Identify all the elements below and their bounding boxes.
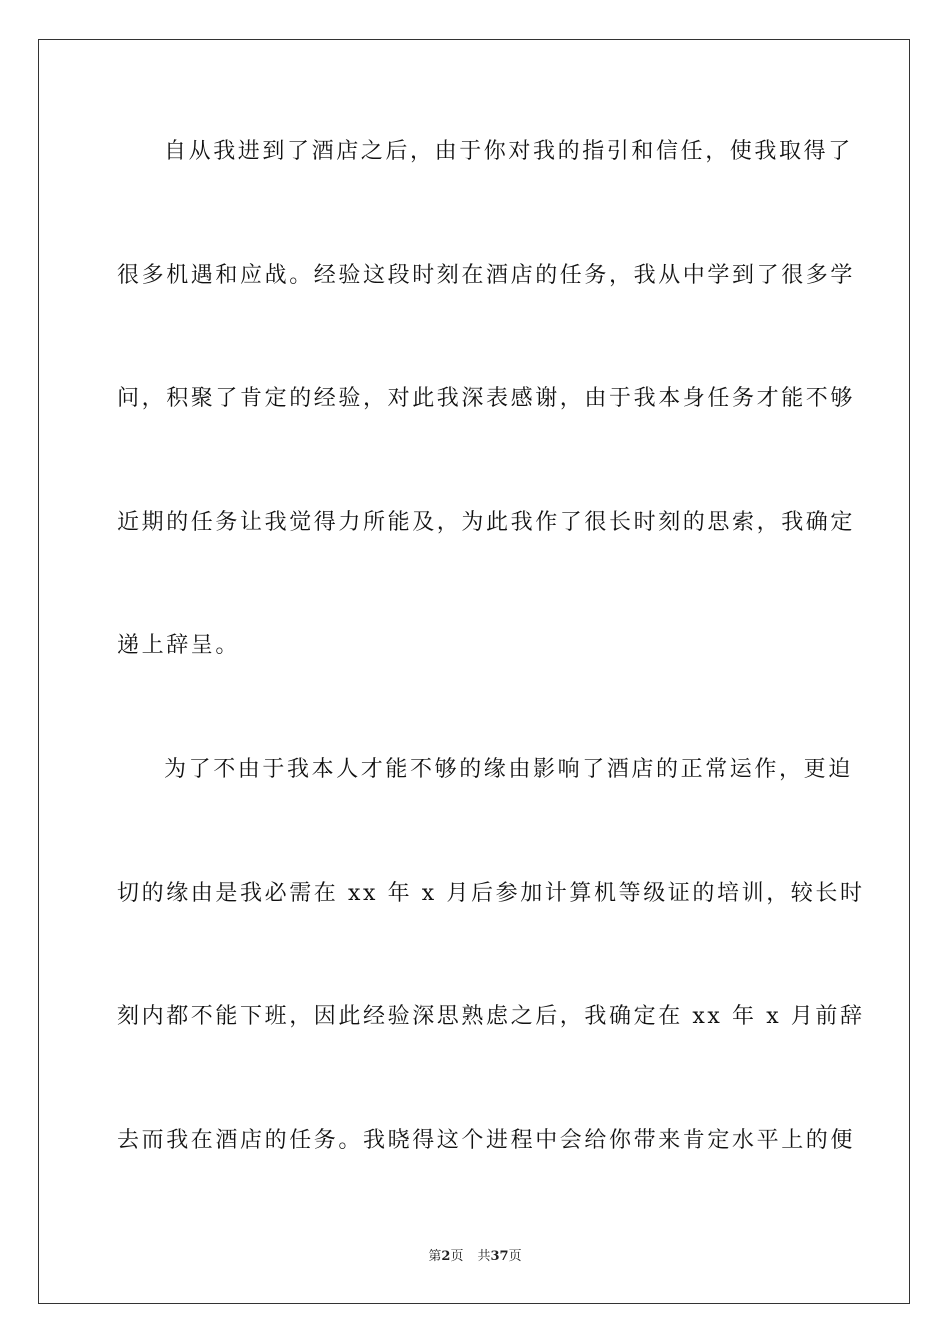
page-border bbox=[38, 39, 910, 1304]
paragraph-2-line-2: 切的缘由是我必需在 xx 年 x 月后参加计算机等级证的培训，较长时 bbox=[117, 881, 865, 906]
page-suffix: 页 bbox=[450, 1249, 464, 1264]
total-prefix: 共 bbox=[477, 1249, 491, 1264]
total-pages: 37 bbox=[490, 1249, 509, 1264]
paragraph-2-line-3: 刻内都不能下班，因此经验深思熟虑之后，我确定在 xx 年 x 月前辞 bbox=[117, 1004, 865, 1029]
page-number: 2 bbox=[441, 1249, 451, 1264]
paragraph-1-line-3: 问，积聚了肯定的经验，对此我深表感谢，由于我本身任务才能不够 bbox=[117, 386, 856, 411]
paragraph-1-line-5: 递上辞呈。 bbox=[117, 633, 241, 658]
page-prefix: 第 bbox=[428, 1249, 442, 1264]
page-footer bbox=[0, 1248, 950, 1266]
paragraph-1-line-1: 自从我进到了酒店之后，由于你对我的指引和信任，使我取得了 bbox=[164, 139, 853, 164]
paragraph-1-line-2: 很多机遇和应战。经验这段时刻在酒店的任务，我从中学到了很多学 bbox=[117, 263, 856, 288]
paragraph-2-line-4: 去而我在酒店的任务。我晓得这个进程中会给你带来肯定水平上的便 bbox=[117, 1128, 856, 1153]
paragraph-2-line-1: 为了不由于我本人才能不够的缘由影响了酒店的正常运作，更迫 bbox=[164, 757, 853, 782]
total-suffix: 页 bbox=[508, 1249, 522, 1264]
paragraph-1-line-4: 近期的任务让我觉得力所能及，为此我作了很长时刻的思索，我确定 bbox=[117, 510, 856, 535]
